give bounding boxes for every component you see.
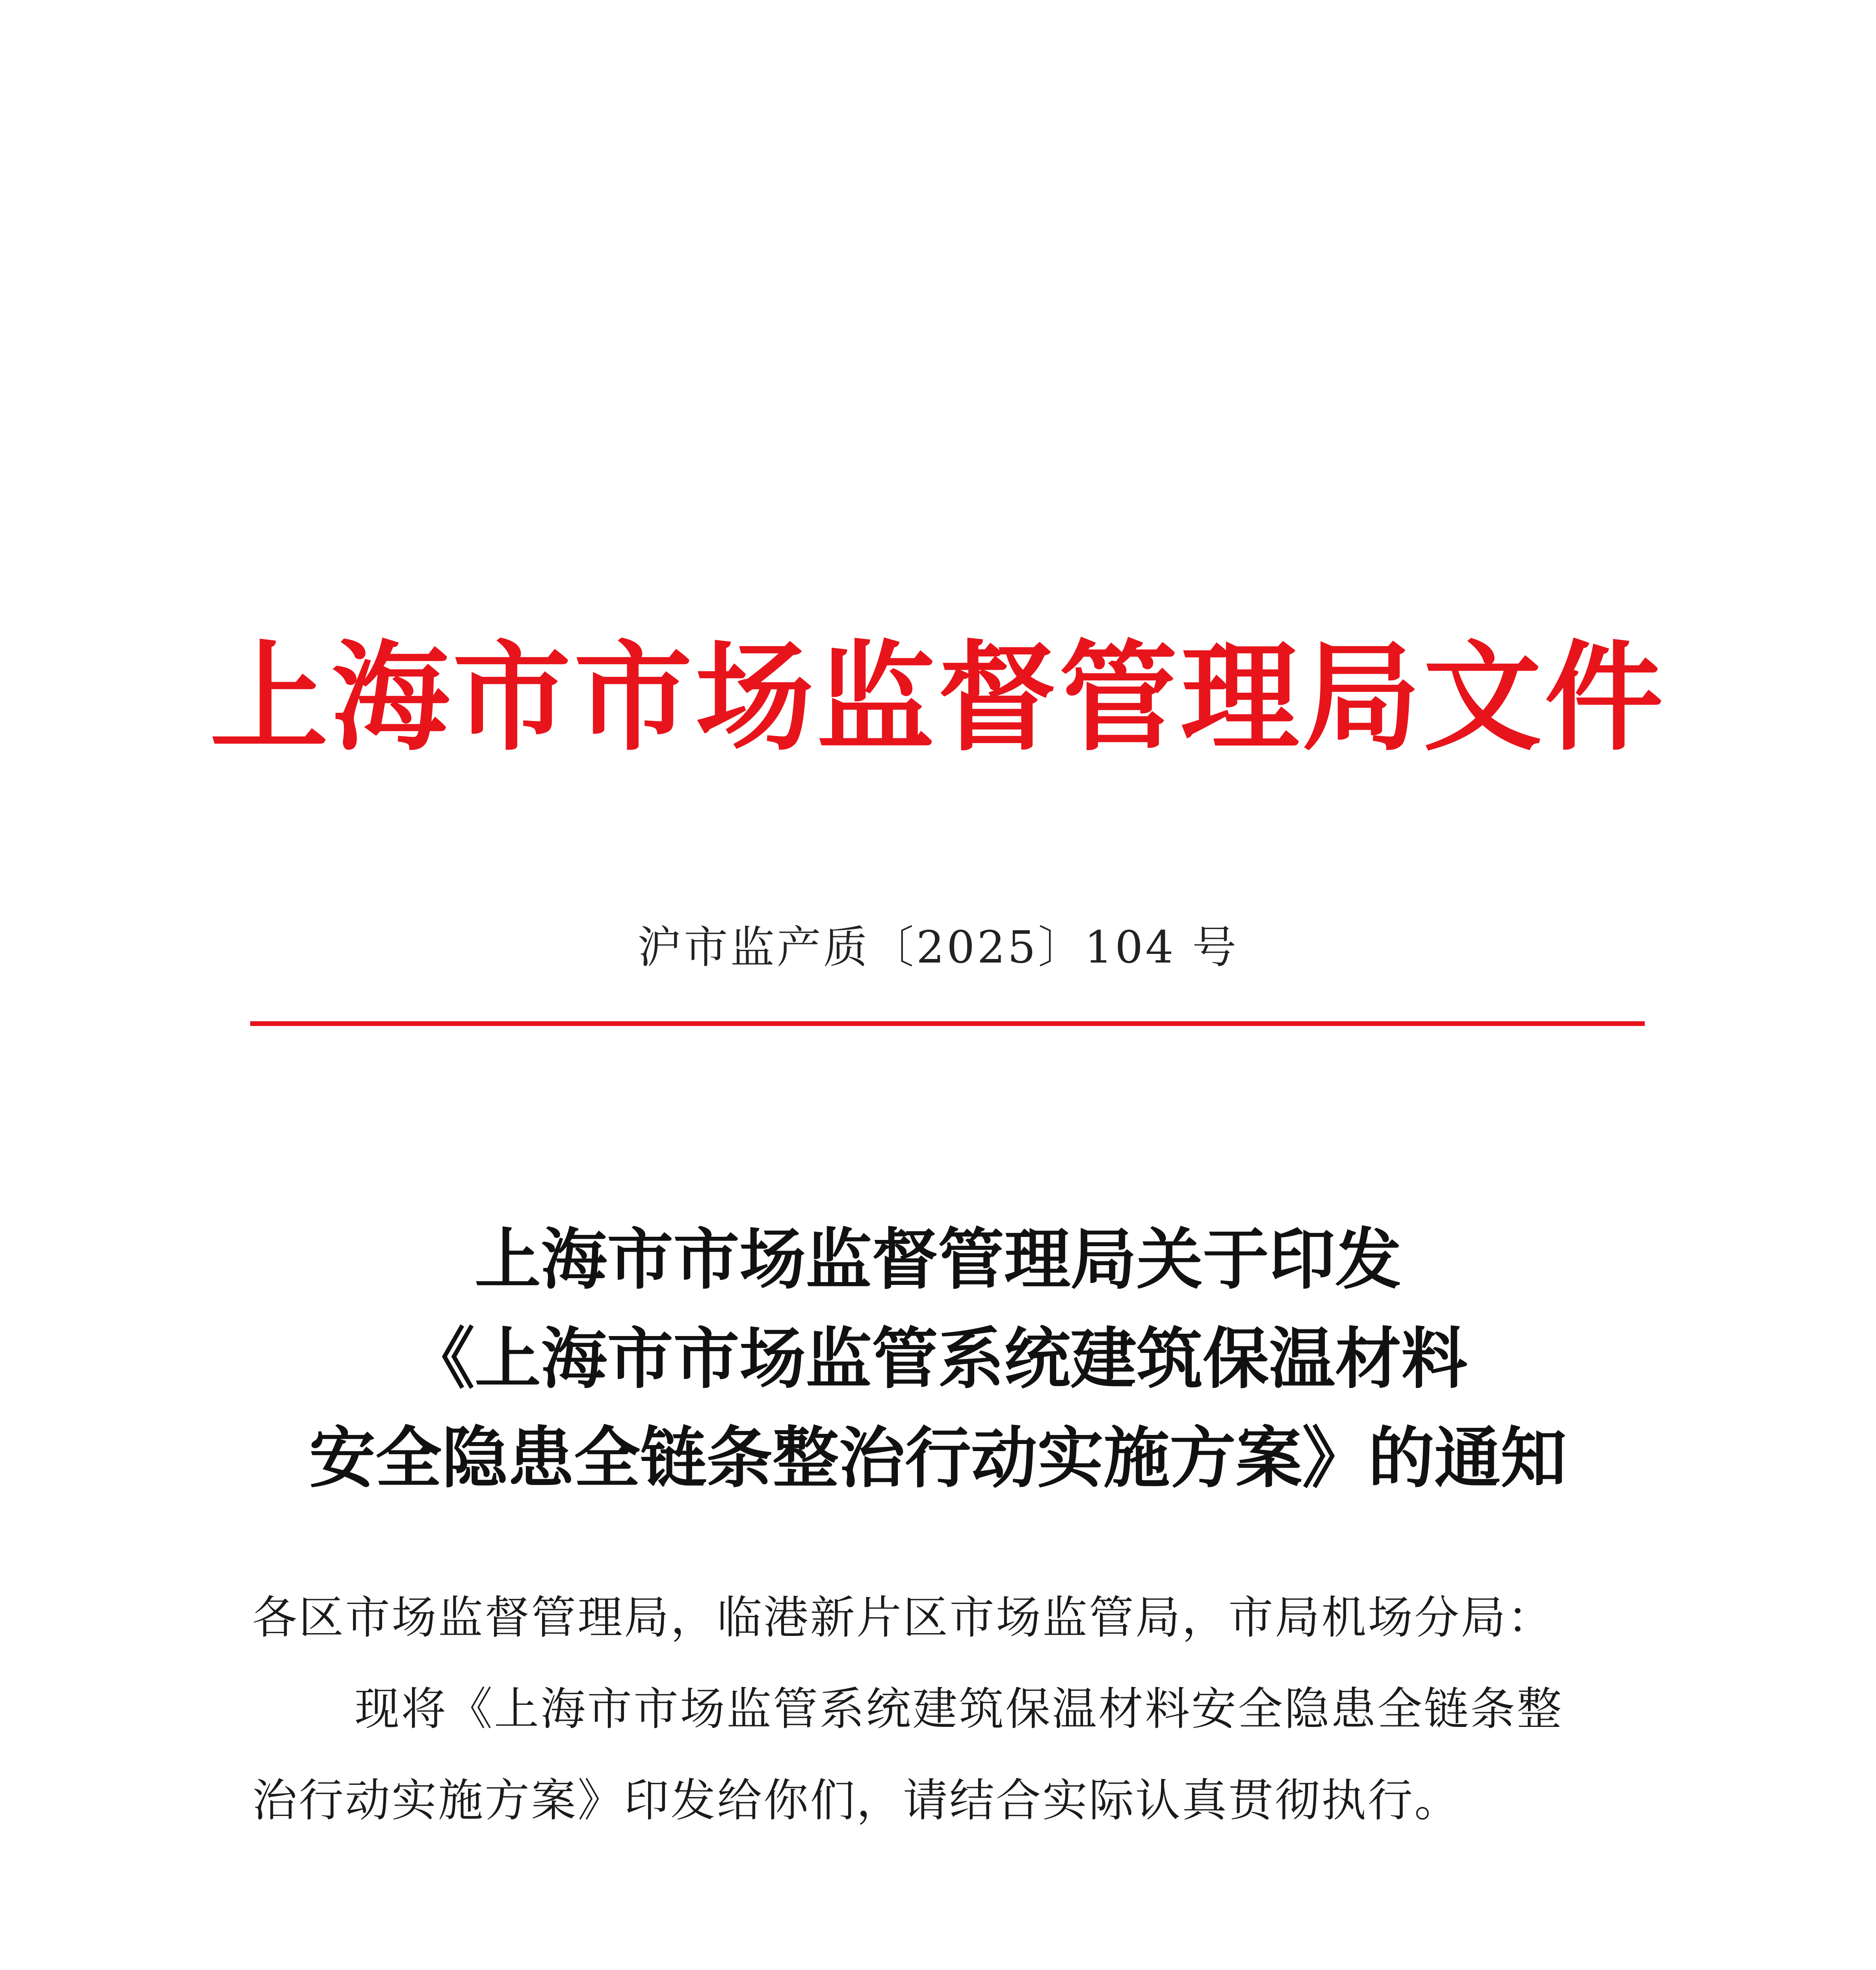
title-line-2: 《上海市市场监管系统建筑保温材料 xyxy=(409,1320,1467,1398)
title-line-1: 上海市市场监督管理局关于印发 xyxy=(475,1220,1401,1298)
document-masthead: 上海市市场监督管理局文件 xyxy=(210,628,1666,767)
body-paragraph-line-1: 现将《上海市市场监管系统建筑保温材料安全隐患全链条整 xyxy=(355,1683,1564,1735)
document-number: 沪市监产质〔2025〕104 号 xyxy=(637,922,1239,973)
red-separator-rule xyxy=(250,1021,1645,1026)
document-title xyxy=(0,1210,1876,1507)
body-paragraph-line-2: 治行动实施方案》印发给你们，请结合实际认真贯彻执行。 xyxy=(252,1774,1461,1827)
body-paragraph xyxy=(252,1663,1647,1846)
salutation: 各区市场监督管理局，临港新片区市场监管局，市局机场分局： xyxy=(252,1591,1554,1644)
title-line-3: 安全隐患全链条整治行动实施方案》的通知 xyxy=(309,1419,1567,1497)
